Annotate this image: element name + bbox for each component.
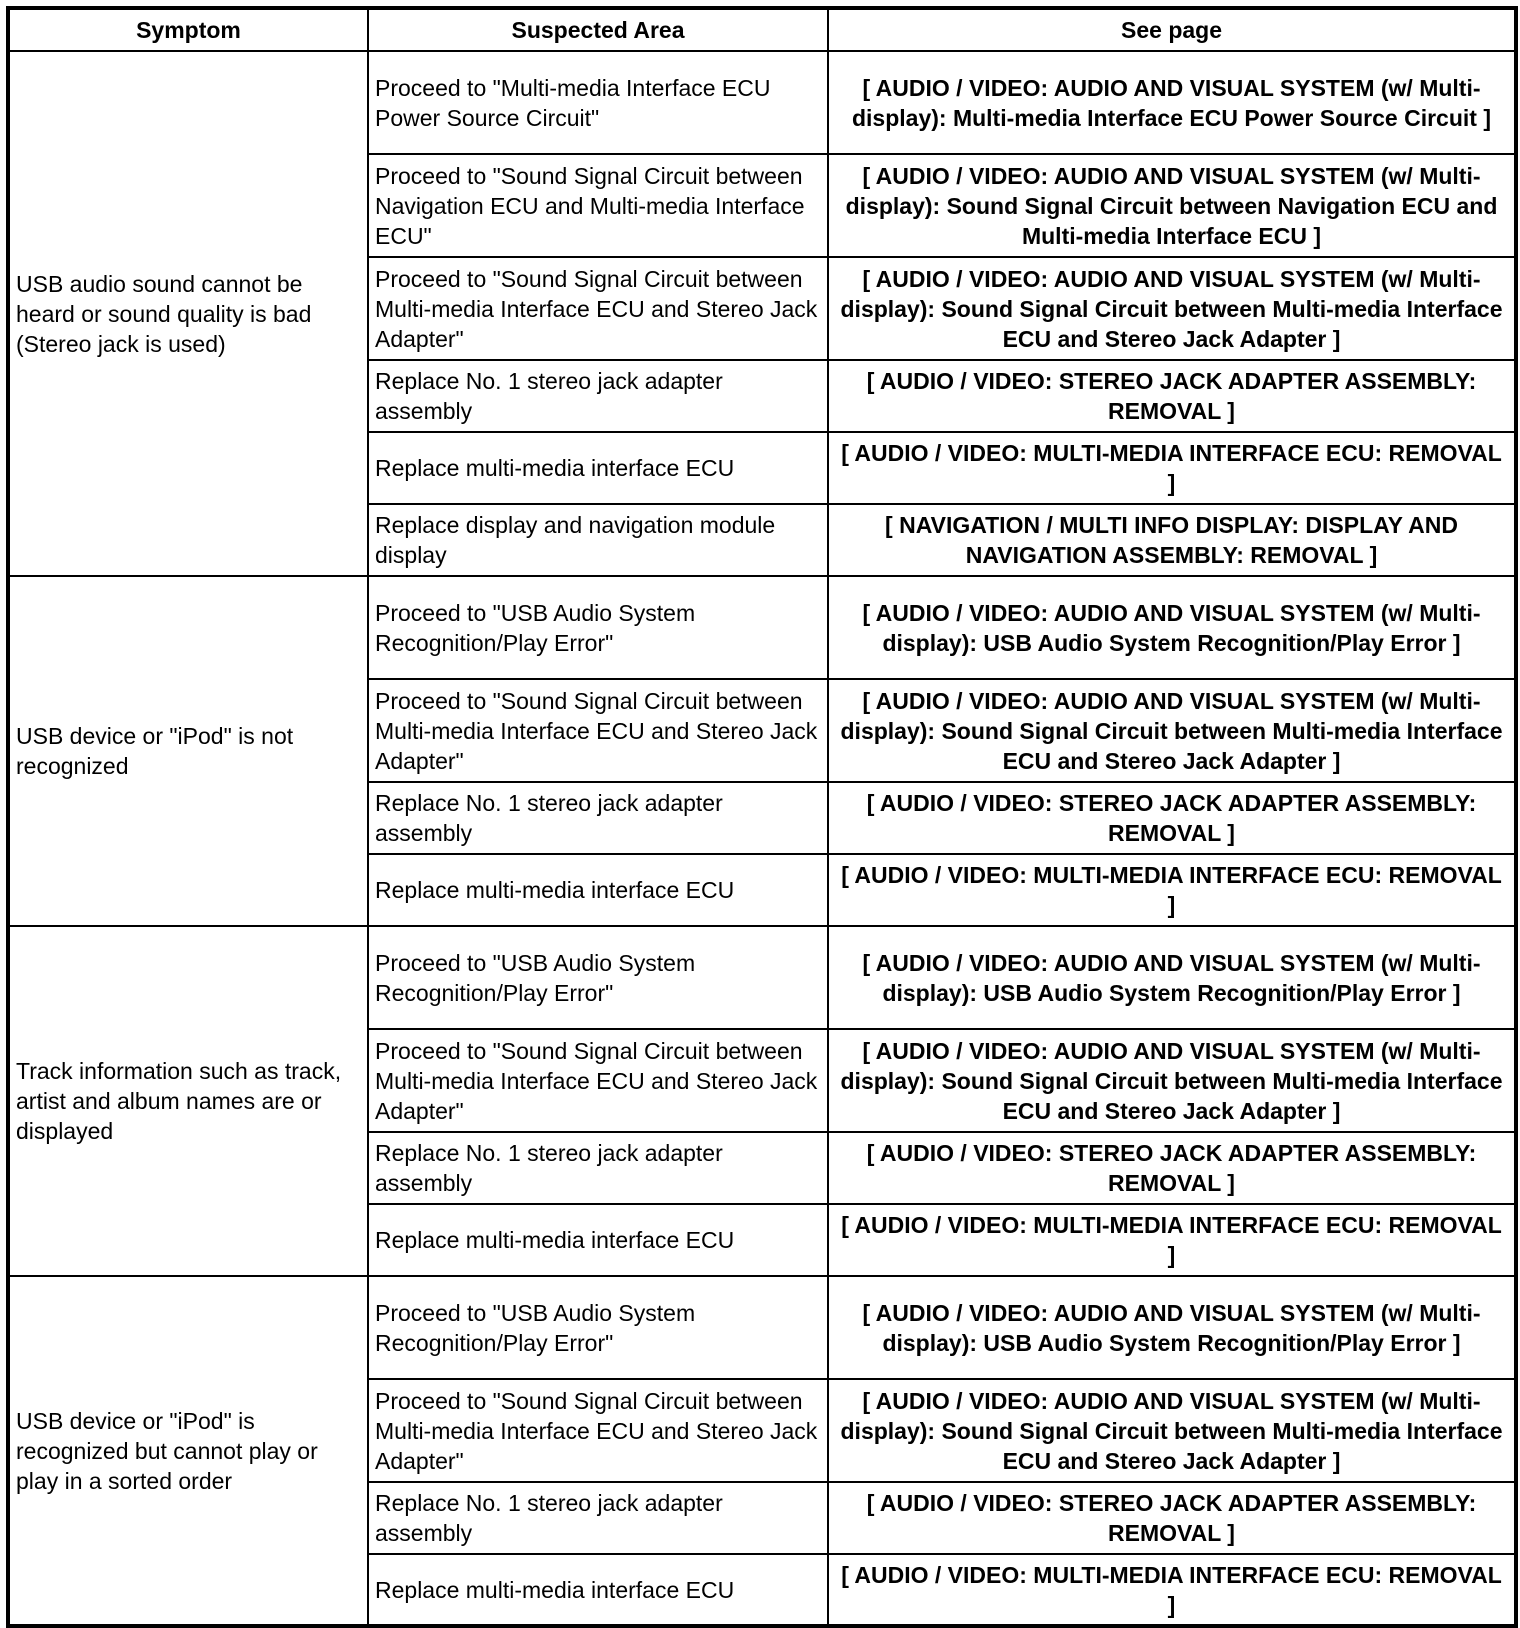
suspected-area-cell: Proceed to "Multi-media Interface ECU Power Source Circuit" (368, 51, 828, 154)
see-page-cell: [ AUDIO / VIDEO: AUDIO AND VISUAL SYSTEM (w/ Multi-display): USB Audio System Recognition/Play Error ] (828, 1276, 1516, 1379)
header-suspected-area: Suspected Area (368, 8, 828, 51)
suspected-area-cell: Proceed to "Sound Signal Circuit between Multi-media Interface ECU and Stereo Jack Adapter" (368, 257, 828, 360)
suspected-area-cell: Replace multi-media interface ECU (368, 854, 828, 926)
see-page-cell: [ AUDIO / VIDEO: AUDIO AND VISUAL SYSTEM (w/ Multi-display): Multi-media Interface ECU Power Source Circuit ] (828, 51, 1516, 154)
see-page-cell: [ AUDIO / VIDEO: STEREO JACK ADAPTER ASSEMBLY: REMOVAL ] (828, 1132, 1516, 1204)
table-row (8, 926, 1516, 1029)
see-page-cell: [ AUDIO / VIDEO: STEREO JACK ADAPTER ASSEMBLY: REMOVAL ] (828, 782, 1516, 854)
suspected-area-cell: Proceed to "Sound Signal Circuit between Multi-media Interface ECU and Stereo Jack Adapter" (368, 1379, 828, 1482)
header-see-page: See page (828, 8, 1516, 51)
see-page-cell: [ AUDIO / VIDEO: AUDIO AND VISUAL SYSTEM (w/ Multi-display): USB Audio System Recognition/Play Error ] (828, 576, 1516, 679)
header-symptom: Symptom (8, 8, 368, 51)
see-page-cell: [ AUDIO / VIDEO: AUDIO AND VISUAL SYSTEM (w/ Multi-display): Sound Signal Circuit between Navigation ECU and Multi-media Interface ECU ] (828, 154, 1516, 257)
suspected-area-cell: Replace No. 1 stereo jack adapter assembly (368, 360, 828, 432)
see-page-cell: [ AUDIO / VIDEO: AUDIO AND VISUAL SYSTEM (w/ Multi-display): USB Audio System Recognition/Play Error ] (828, 926, 1516, 1029)
symptom-cell: USB device or "iPod" is recognized but cannot play or play in a sorted order (8, 1276, 368, 1626)
suspected-area-cell: Proceed to "USB Audio System Recognition/Play Error" (368, 1276, 828, 1379)
symptom-cell: USB device or "iPod" is not recognized (8, 576, 368, 926)
table-row (8, 51, 1516, 154)
suspected-area-cell: Replace multi-media interface ECU (368, 1554, 828, 1626)
see-page-cell: [ AUDIO / VIDEO: AUDIO AND VISUAL SYSTEM (w/ Multi-display): Sound Signal Circuit between Multi-media Interface ECU and Stereo Jack Adapter ] (828, 679, 1516, 782)
suspected-area-cell: Replace multi-media interface ECU (368, 432, 828, 504)
table-row (8, 576, 1516, 679)
suspected-area-cell: Proceed to "USB Audio System Recognition/Play Error" (368, 926, 828, 1029)
suspected-area-cell: Proceed to "Sound Signal Circuit between Navigation ECU and Multi-media Interface ECU" (368, 154, 828, 257)
see-page-cell: [ AUDIO / VIDEO: MULTI-MEDIA INTERFACE ECU: REMOVAL ] (828, 432, 1516, 504)
see-page-cell: [ AUDIO / VIDEO: MULTI-MEDIA INTERFACE ECU: REMOVAL ] (828, 1554, 1516, 1626)
see-page-cell: [ AUDIO / VIDEO: AUDIO AND VISUAL SYSTEM (w/ Multi-display): Sound Signal Circuit between Multi-media Interface ECU and Stereo Jack Adapter ] (828, 1379, 1516, 1482)
table-row (8, 1276, 1516, 1379)
see-page-cell: [ AUDIO / VIDEO: MULTI-MEDIA INTERFACE ECU: REMOVAL ] (828, 854, 1516, 926)
see-page-cell: [ AUDIO / VIDEO: AUDIO AND VISUAL SYSTEM (w/ Multi-display): Sound Signal Circuit between Multi-media Interface ECU and Stereo Jack Adapter ] (828, 257, 1516, 360)
suspected-area-cell: Proceed to "Sound Signal Circuit between Multi-media Interface ECU and Stereo Jack Adapter" (368, 1029, 828, 1132)
troubleshooting-table (6, 6, 1518, 1628)
suspected-area-cell: Replace multi-media interface ECU (368, 1204, 828, 1276)
see-page-cell: [ NAVIGATION / MULTI INFO DISPLAY: DISPLAY AND NAVIGATION ASSEMBLY: REMOVAL ] (828, 504, 1516, 576)
suspected-area-cell: Replace display and navigation module display (368, 504, 828, 576)
see-page-cell: [ AUDIO / VIDEO: STEREO JACK ADAPTER ASSEMBLY: REMOVAL ] (828, 1482, 1516, 1554)
suspected-area-cell: Proceed to "Sound Signal Circuit between Multi-media Interface ECU and Stereo Jack Adapter" (368, 679, 828, 782)
see-page-cell: [ AUDIO / VIDEO: AUDIO AND VISUAL SYSTEM (w/ Multi-display): Sound Signal Circuit between Multi-media Interface ECU and Stereo Jack Adapter ] (828, 1029, 1516, 1132)
see-page-cell: [ AUDIO / VIDEO: STEREO JACK ADAPTER ASSEMBLY: REMOVAL ] (828, 360, 1516, 432)
symptom-cell: USB audio sound cannot be heard or sound quality is bad (Stereo jack is used) (8, 51, 368, 576)
suspected-area-cell: Proceed to "USB Audio System Recognition/Play Error" (368, 576, 828, 679)
suspected-area-cell: Replace No. 1 stereo jack adapter assembly (368, 1482, 828, 1554)
see-page-cell: [ AUDIO / VIDEO: MULTI-MEDIA INTERFACE ECU: REMOVAL ] (828, 1204, 1516, 1276)
suspected-area-cell: Replace No. 1 stereo jack adapter assembly (368, 1132, 828, 1204)
suspected-area-cell: Replace No. 1 stereo jack adapter assembly (368, 782, 828, 854)
header-row (8, 8, 1516, 51)
symptom-cell: Track information such as track, artist and album names are or displayed (8, 926, 368, 1276)
